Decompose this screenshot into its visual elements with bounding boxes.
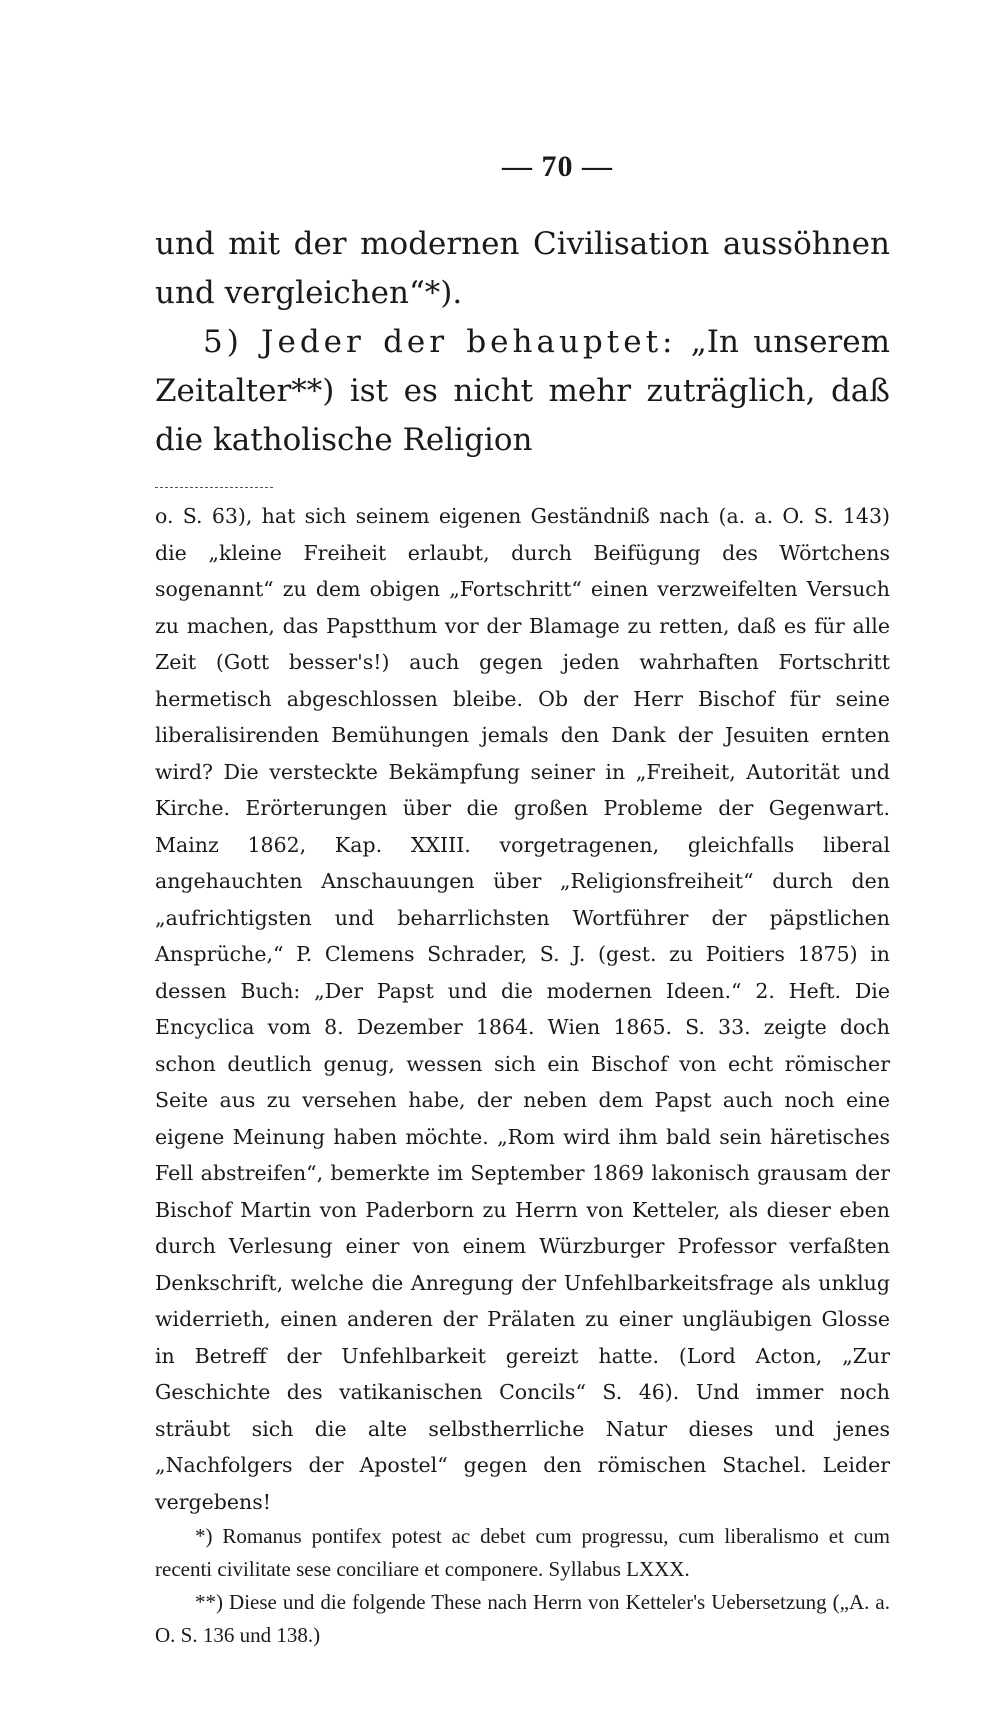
thesis-lead: 5) Jeder der behauptet: (203, 324, 677, 360)
main-paragraph-1: und mit der modernen Civilisation aussöhnen und vergleichen“*). (155, 226, 890, 311)
page-number: — 70 — (502, 150, 613, 183)
main-text (155, 220, 890, 465)
thesis-quote: „In unserem Zeitalter**) ist es nicht mehr zuträglich, daß die katholische Religion (155, 324, 890, 458)
document-page (155, 150, 890, 1652)
footnotes (155, 1520, 890, 1652)
continued-footnote-text: o. S. 63), hat sich seinem eigenen Geständniß nach (a. a. O. S. 143) die „kleine Freiheit erlaubt, durch Beifügung des Wörtchens sogenannt“ zu dem obigen „Fortschritt“ einen verzweifelten Versuch zu machen, das Papstthum vor der Blamage zu retten, daß es für alle Zeit (Gott besser's!) auch gegen jeden wahrhaften Fortschritt hermetisch abgeschlossen bleibe. Ob der Herr Bischof für seine liberalisirenden Bemühungen jemals den Dank der Jesuiten ernten wird? Die versteckte Bekämpfung seiner in „Freiheit, Autorität und Kirche. Erörterungen über die großen Probleme der Gegenwart. Mainz 1862, Kap. XXIII. vorgetragenen, gleichfalls liberal angehauchten Anschauungen über „Religionsfreiheit“ durch den „aufrichtigsten und beharrlichsten Wortführer der päpstlichen Ansprüche,“ P. Clemens Schrader, S. J. (gest. zu Poitiers 1875) in dessen Buch: „Der Papst und die modernen Ideen.“ 2. Heft. Die Encyclica vom 8. Dezember 1864. Wien 1865. S. 33. zeigte doch schon deutlich genug, wessen sich ein Bischof von echt römischer Seite aus zu versehen habe, der neben dem Papst auch noch eine eigene Meinung haben möchte. „Rom wird ihm bald sein häretisches Fell abstreifen“, bemerkte im September 1869 lakonisch grausam der Bischof Martin von Paderborn zu Herrn von Ketteler, als dieser eben durch Verlesung einer von einem Würzburger Professor verfaßten Denkschrift, welche die Anregung der Unfehlbarkeitsfrage als unklug widerrieth, einen anderen der Prälaten zu einer ungläubigen Glosse in Betreff der Unfehlbarkeit gereizt hatte. (Lord Acton, „Zur Geschichte des vatikanischen Concils“ S. 46). Und immer noch sträubt sich die alte selbstherrliche Natur dieses und jenes „Nachfolgers der Apostel“ gegen den römischen Stachel. Leider vergebens! (155, 504, 890, 1514)
footnote-2: **) Diese und die folgende These nach Herrn von Ketteler's Uebersetzung („A. a. O. S. 136 und 138.) (155, 1590, 890, 1647)
main-paragraph-2 (155, 318, 890, 465)
footnote-divider (155, 487, 273, 488)
continued-footnote (155, 498, 890, 1520)
footnote-1: *) Romanus pontifex potest ac debet cum progressu, cum liberalismo et cum recenti civilitate sese conciliare et componere. Syllabus LXXX. (155, 1524, 890, 1581)
